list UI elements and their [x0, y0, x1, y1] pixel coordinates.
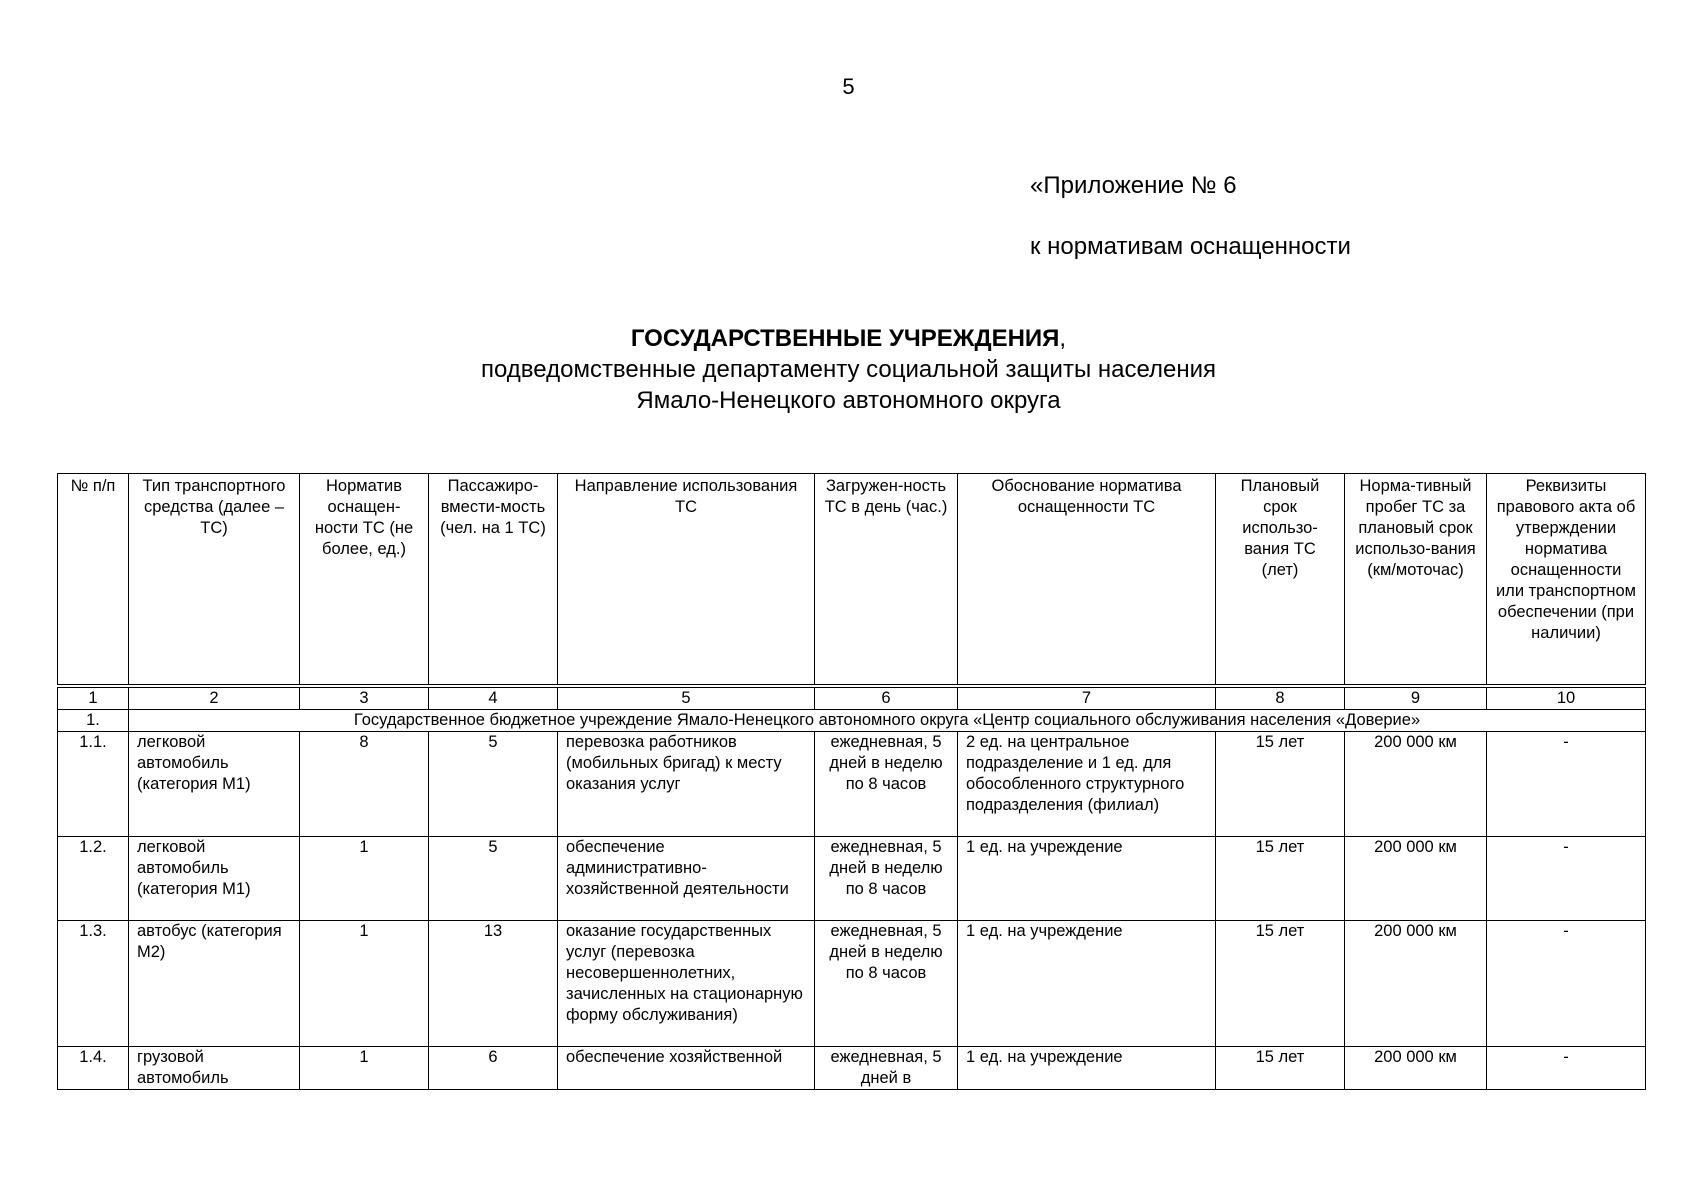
title-bold: ГОСУДАРСТВЕННЫЕ УЧРЕЖДЕНИЯ — [630, 325, 1060, 352]
row-number: 1.2. — [58, 837, 129, 921]
legal-act: - — [1487, 921, 1646, 1047]
row-number: 1.3. — [58, 921, 129, 1047]
group-number: 1. — [58, 710, 129, 732]
table-header-row — [58, 474, 1646, 685]
title-line-3: Ямало-Ненецкого автономного округа — [636, 387, 1061, 414]
header-cell: Пассажиро-вмести-мость (чел. на 1 ТС) — [429, 474, 558, 685]
legal-act: - — [1487, 732, 1646, 837]
usage-purpose: обеспечение хозяйственной — [558, 1047, 815, 1090]
header-cell: Направление использования ТС — [558, 474, 815, 685]
daily-load: ежедневная, 5 дней в — [815, 1047, 958, 1090]
equipment-norm: 1 — [300, 837, 429, 921]
column-number: 5 — [558, 688, 815, 710]
header-cell: Загружен-ность ТС в день (час.) — [815, 474, 958, 685]
institution-group-row — [58, 710, 1646, 732]
table-row — [58, 732, 1646, 837]
vehicle-type: грузовой автомобиль — [129, 1047, 300, 1090]
planned-term: 15 лет — [1216, 1047, 1345, 1090]
daily-load: ежедневная, 5 дней в неделю по 8 часов — [815, 837, 958, 921]
document-title — [0, 323, 1697, 416]
row-number: 1.1. — [58, 732, 129, 837]
header-cell: Плановый срок использо-вания ТС (лет) — [1216, 474, 1345, 685]
header-cell: № п/п — [58, 474, 129, 685]
norm-justification: 2 ед. на центральное подразделение и 1 ед. для обособленного структурного подразделения (филиал) — [958, 732, 1216, 837]
header-cell: Реквизиты правового акта об утверждении норматива оснащенности или транспортном обеспечении (при наличии) — [1487, 474, 1646, 685]
usage-purpose: обеспечение административно-хозяйственной деятельности — [558, 837, 815, 921]
usage-purpose: перевозка работников (мобильных бригад) к месту оказания услуг — [558, 732, 815, 837]
norm-mileage: 200 000 км — [1345, 732, 1487, 837]
passenger-capacity: 6 — [429, 1047, 558, 1090]
passenger-capacity: 5 — [429, 837, 558, 921]
column-number: 2 — [129, 688, 300, 710]
table-row — [58, 837, 1646, 921]
norm-justification: 1 ед. на учреждение — [958, 1047, 1216, 1090]
title-line-2: подведомственные департаменту социальной защиты населения — [480, 356, 1217, 383]
table-row — [58, 1047, 1646, 1090]
vehicle-type: легковой автомобиль (категория М1) — [129, 837, 300, 921]
usage-purpose: оказание государственных услуг (перевозка несовершеннолетних, зачисленных на стационарную форму обслуживания) — [558, 921, 815, 1047]
planned-term: 15 лет — [1216, 837, 1345, 921]
column-number: 3 — [300, 688, 429, 710]
column-number: 6 — [815, 688, 958, 710]
norm-mileage: 200 000 км — [1345, 1047, 1487, 1090]
column-number: 9 — [1345, 688, 1487, 710]
header-cell: Норматив оснащен-ности ТС (не более, ед.) — [300, 474, 429, 685]
column-number-row — [58, 688, 1646, 710]
header-cell: Обоснование норматива оснащенности ТС — [958, 474, 1216, 685]
daily-load: ежедневная, 5 дней в неделю по 8 часов — [815, 732, 958, 837]
daily-load: ежедневная, 5 дней в неделю по 8 часов — [815, 921, 958, 1047]
annex-subtitle: к нормативам оснащенности — [1030, 233, 1351, 260]
legal-act: - — [1487, 837, 1646, 921]
page-number: 5 — [842, 74, 855, 99]
norm-justification: 1 ед. на учреждение — [958, 837, 1216, 921]
equipment-norm: 1 — [300, 1047, 429, 1090]
row-number: 1.4. — [58, 1047, 129, 1090]
column-number: 8 — [1216, 688, 1345, 710]
equipment-norm: 1 — [300, 921, 429, 1047]
header-cell: Тип транспортного средства (далее – ТС) — [129, 474, 300, 685]
equipment-norm: 8 — [300, 732, 429, 837]
planned-term: 15 лет — [1216, 732, 1345, 837]
passenger-capacity: 13 — [429, 921, 558, 1047]
column-number: 4 — [429, 688, 558, 710]
institution-name: Государственное бюджетное учреждение Ямало-Ненецкого автономного округа «Центр социального обслуживания населения «Доверие» — [129, 710, 1646, 732]
passenger-capacity: 5 — [429, 732, 558, 837]
norm-justification: 1 ед. на учреждение — [958, 921, 1216, 1047]
title-comma: , — [1059, 325, 1067, 352]
norm-mileage: 200 000 км — [1345, 837, 1487, 921]
norm-mileage: 200 000 км — [1345, 921, 1487, 1047]
equipment-norms-table — [57, 473, 1646, 1090]
planned-term: 15 лет — [1216, 921, 1345, 1047]
column-number: 1 — [58, 688, 129, 710]
header-cell: Норма-тивный пробег ТС за плановый срок использо-вания (км/моточас) — [1345, 474, 1487, 685]
vehicle-type: автобус (категория М2) — [129, 921, 300, 1047]
column-number: 10 — [1487, 688, 1646, 710]
column-number: 7 — [958, 688, 1216, 710]
annex-title: «Приложение № 6 — [1030, 172, 1237, 199]
vehicle-type: легковой автомобиль (категория М1) — [129, 732, 300, 837]
table-row — [58, 921, 1646, 1047]
legal-act: - — [1487, 1047, 1646, 1090]
